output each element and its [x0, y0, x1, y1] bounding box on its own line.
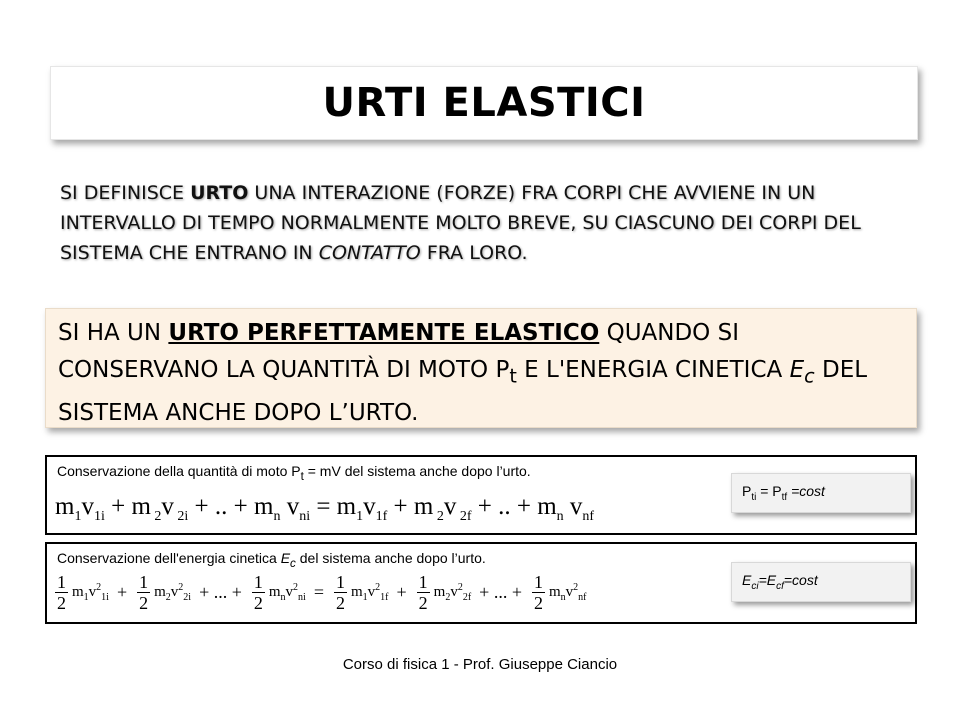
elastic-pt-sub: t — [509, 364, 517, 388]
intro-text-1: SI DEFINISCE — [60, 182, 191, 204]
energy-box — [45, 542, 917, 624]
intro-text-3: FRA LORO. — [420, 242, 528, 264]
elastic-text-1: SI HA UN — [58, 320, 169, 346]
intro-contatto: CONTATTO — [318, 242, 421, 264]
intro-paragraph — [60, 178, 920, 268]
elastic-term: URTO PERFETTAMENTE ELASTICO — [168, 320, 600, 346]
elastic-text-2: QUANDO SI CONSERVANO LA QUANTITÀ DI MOTO P — [58, 320, 739, 383]
energy-caption: Conservazione dell'energia cinetica $E_c$ del sistema anche dopo l’urto. — [57, 550, 486, 570]
footer-credit: Corso di fisica 1 - Prof. Giuseppe Ciancio — [342, 656, 618, 673]
elastic-ec-sub: c — [804, 364, 815, 388]
energy-conservation-note: $E_{ci}=E_{cf}=\cos t$ — [731, 562, 911, 602]
intro-urto: URTO — [190, 182, 249, 204]
elastic-ec: E — [789, 357, 805, 383]
intro-text-2: UNA INTERAZIONE (FORZE) FRA CORPI CHE AVVIENE IN UN INTERVALLO DI TEMPO NORMALMENTE MOLTO BREVE, SU CIASCUNO DEI CORPI DEL SISTEMA CHE ENTRANO IN — [60, 182, 861, 264]
momentum-formula: $m_1v_{1i} + m$ $_2$v $_{2i}$ + .. + $m_n$ $v_{ni} = m_1v_{1f} + m$ $_2$v $_{2f}$ + .. + $m_n$ $v_{nf}$ — [55, 493, 595, 524]
momentum-conservation-note: $P_{ti} = P_{tf} =\cos t$ — [731, 473, 911, 513]
title-box — [50, 66, 918, 140]
elastic-definition-box — [45, 308, 917, 428]
energy-formula: $\frac{1}{2}$ $m_1v^2_{1i}$ + $\frac{1}{2}$ $m_2v^2_{2i}$ + ... + $\frac{1}{2}$ $m_nv^2_{ni}$ = $\frac{1}{2}$ $m_1v^2_{1f}$ + $\frac{1}{2}$ $m_2v^2_{2f}$ + ... + $\frac{1}{2}$ $m_nv^2_{nf}$ — [57, 572, 587, 613]
elastic-text-3: E L'ENERGIA CINETICA — [516, 357, 790, 383]
momentum-box — [45, 455, 917, 535]
slide-title: URTI ELASTICI — [322, 80, 646, 126]
momentum-caption: Conservazione della quantità di moto $P_t$ = mV del sistema anche dopo l’urto. — [57, 463, 531, 483]
elastic-text-4: DEL SISTEMA ANCHE DOPO L’URTO. — [58, 357, 868, 426]
